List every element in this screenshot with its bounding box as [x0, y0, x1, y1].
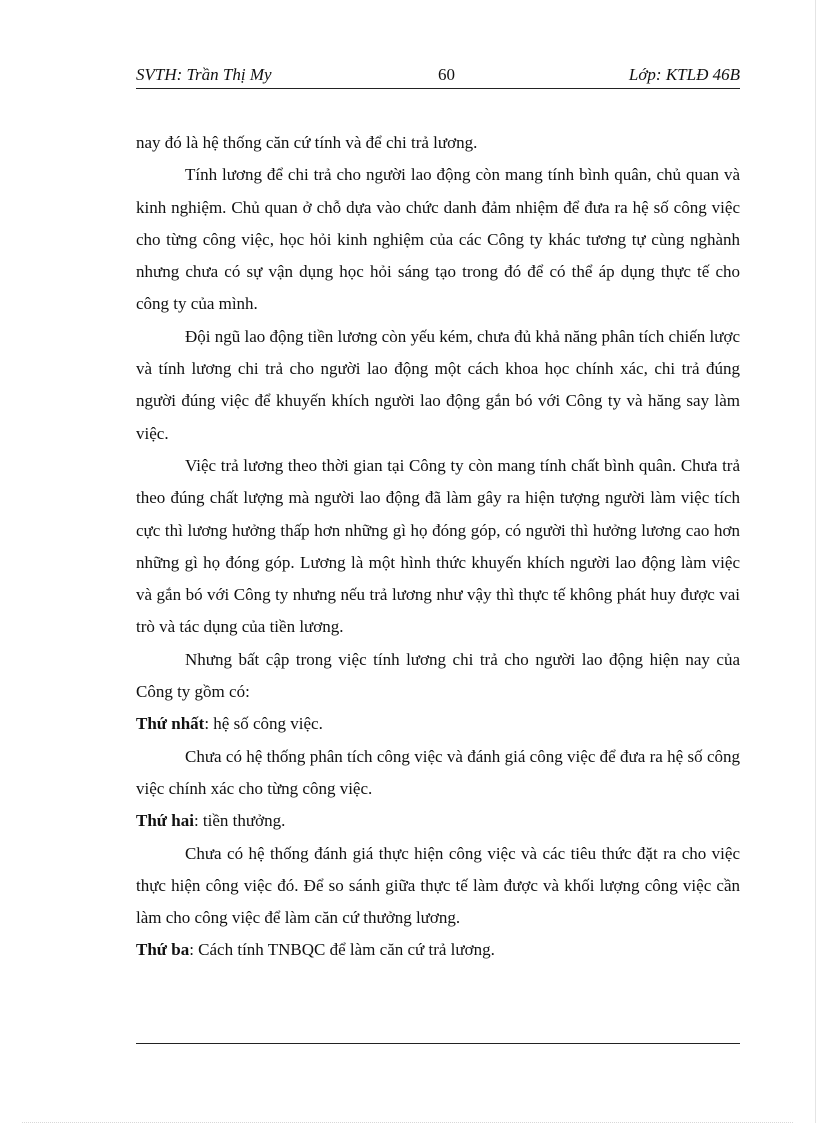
paragraph: Chưa có hệ thống phân tích công việc và đánh giá công việc để đưa ra hệ số công việc chính xác cho từng công việc.: [136, 746, 740, 798]
page-header: [136, 62, 740, 89]
footer-divider: [136, 1043, 740, 1044]
list-item: [136, 805, 740, 837]
paragraph: Chưa có hệ thống đánh giá thực hiện công việc và các tiêu thức đặt ra cho việc thực hiện công việc đó. Để so sánh giữa thực tế làm được và khối lượng công việc cần làm cho công việc để làm căn cứ thưởng lương.: [136, 843, 740, 928]
item-text: : tiền thưởng.: [193, 811, 286, 831]
paragraph: Việc trả lương theo thời gian tại Công ty còn mang tính chất bình quân. Chưa trả theo đúng chất lượng mà người lao động đã làm gây ra hiện tượng người làm việc tích cực thì lương hưởng thấp hơn những gì họ đóng góp, có người thì hưởng lương cao hơn những gì họ đóng góp. Lương là một hình thức khuyến khích người lao động làm việc và gắn bó với Công ty nhưng nếu trả lương như vậy thì thực tế không phát huy được vai trò và tác dụng của tiền lương.: [136, 455, 740, 637]
student-name: SVTH: Trần Thị My: [136, 65, 272, 84]
item-text: : hệ số công việc.: [204, 714, 323, 734]
paragraph: nay đó là hệ thống căn cứ tính và để chi trả lương.: [136, 133, 478, 152]
body-text: [136, 127, 740, 967]
paragraph: Nhưng bất cập trong việc tính lương chi trả cho người lao động hiện nay của Công ty gồm có:: [136, 649, 740, 702]
item-text: : Cách tính TNBQC để làm căn cứ trả lương.: [189, 940, 495, 960]
list-item: [136, 934, 740, 966]
class-code: Lớp: KTLĐ 46B: [628, 65, 740, 84]
list-item: [136, 708, 740, 740]
page-number: 60: [438, 65, 455, 84]
paragraph: Đội ngũ lao động tiền lương còn yếu kém, chưa đủ khả năng phân tích chiến lược và tính lương chi trả cho người lao động một cách khoa học chính xác, chi trả đúng người đúng việc để khuyến khích người lao động gắn bó với Công ty và hăng say làm việc.: [136, 326, 741, 443]
item-label: Thứ ba: [136, 940, 190, 960]
paragraph: Tính lương để chi trả cho người lao động còn mang tính bình quân, chủ quan và kinh nghiệm. Chủ quan ở chỗ dựa vào chức danh đảm nhiệm để đưa ra hệ số công việc cho từng công việc, học hỏi kinh nghiệm của các Công ty khác tương tự cùng nghành nhưng chưa có sự vận dụng học hỏi sáng tạo trong đó để có thể áp dụng thực tế cho công ty của mình.: [136, 165, 740, 314]
item-label: Thứ nhất: [136, 714, 205, 734]
item-label: Thứ hai: [136, 811, 194, 831]
